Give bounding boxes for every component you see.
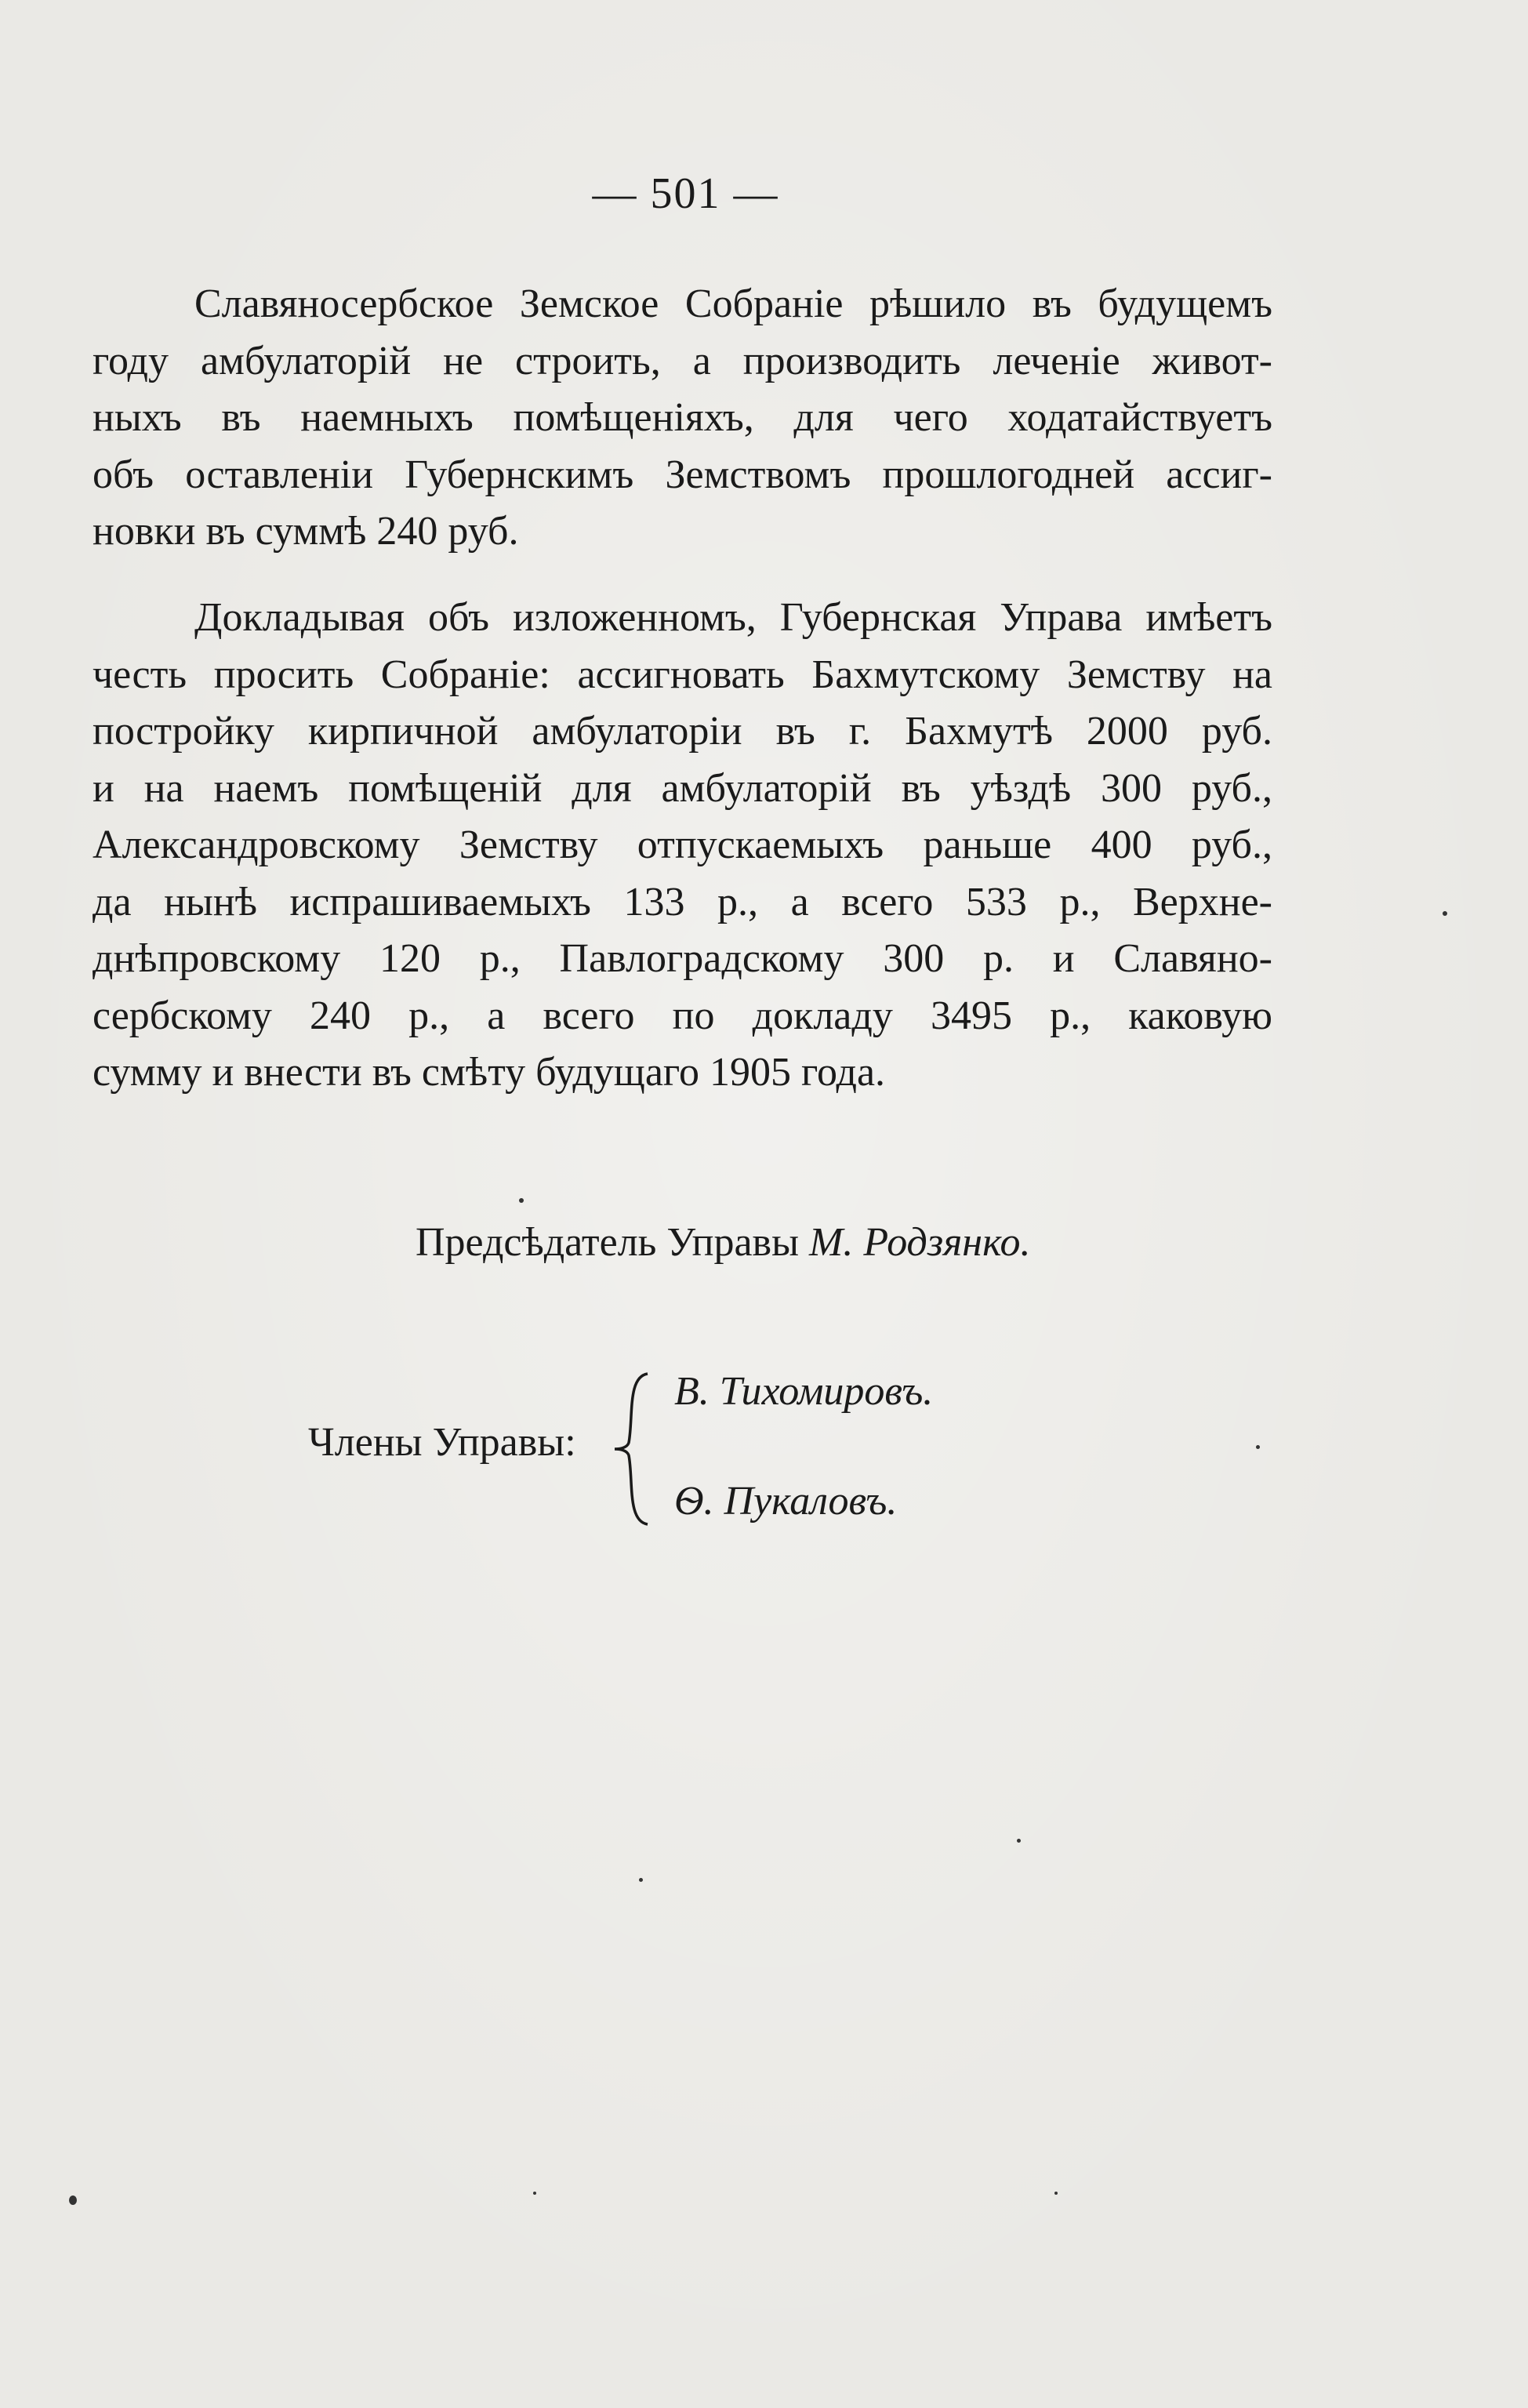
text-line: да нынѣ испрашиваемыхъ 133 р., а всего 533 р., Верхне- [93,879,1272,924]
text-line: году амбулаторій не строить, а производить леченіе живот- [93,338,1272,383]
text-line: Славяносербское Земское Собраніе рѣшило въ будущемъ [194,281,1272,326]
text-line: сумму и внести въ смѣту будущаго 1905 года. [93,1050,886,1095]
text-line: постройку кирпичной амбулаторіи въ г. Бахмутѣ 2000 руб. [93,709,1272,754]
dust-speck [1256,1445,1260,1449]
paragraph-2 [93,590,1272,1102]
text-line: Александровскому Земству отпускаемыхъ раньше 400 руб., [93,823,1272,867]
text-line: объ оставленіи Губернскимъ Земствомъ прошлогодней ассиг- [93,452,1272,497]
dust-speck [533,2192,536,2195]
text-line: ныхъ въ наемныхъ помѣщеніяхъ, для чего ходатайствуетъ [93,395,1272,440]
text-line: и на наемъ помѣщеній для амбулаторій въ уѣздѣ 300 руб., [93,765,1272,811]
text-line: сербскому 240 р., а всего по докладу 3495 р., каковую [93,993,1272,1038]
dust-speck [69,2196,77,2205]
curly-brace-icon [610,1371,657,1527]
text-line: днѣпровскому 120 р., Павлоградскому 300 р. и Славяно- [93,936,1272,981]
chairman-name: М. Родзянко. [809,1220,1031,1265]
text-line: Докладывая объ изложенномъ, Губернская Управа имѣетъ [194,595,1272,640]
dust-speck [639,1878,643,1882]
member-name: Ѳ. Пукаловъ. [674,1479,898,1524]
chairman-signature-line [416,1219,1030,1266]
page-number: — 501 — [592,169,779,218]
members-label: Члены Управы: [308,1420,576,1465]
dust-speck [1443,911,1447,916]
text-line: честь просить Собраніе: ассигновать Бахмутскому Земству на [93,652,1272,697]
chairman-title: Предсѣдатель Управы [416,1220,800,1265]
dust-speck [1017,1839,1021,1843]
dust-speck [1054,2192,1058,2195]
member-name: В. Тихомировъ. [674,1369,934,1414]
paragraph-1 [93,276,1272,561]
text-line: новки въ суммѣ 240 руб. [93,509,519,554]
dust-speck [519,1198,524,1203]
